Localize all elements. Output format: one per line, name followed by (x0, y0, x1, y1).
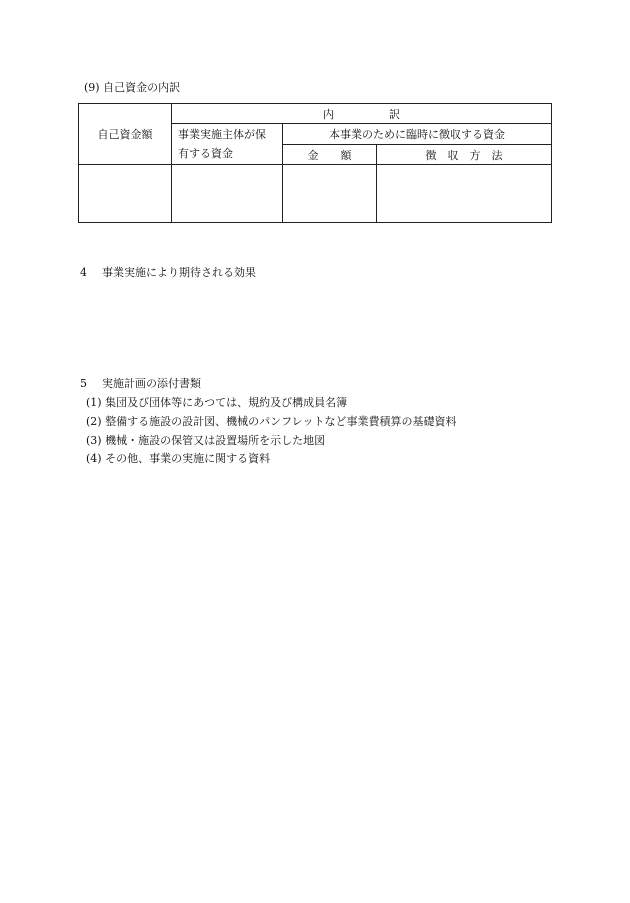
list-item: (4) その他、事業の実施に関する資料 (86, 452, 271, 465)
section-4-number: 4 (80, 266, 87, 279)
header-amount: 金 額 (283, 145, 377, 165)
section-5-heading (80, 378, 201, 389)
section-4-heading (80, 267, 256, 278)
section-4-title: 事業実施により期待される効果 (102, 266, 256, 279)
list-item: (2) 整備する施設の設計図、機械のパンフレットなど事業費積算の基礎資料 (86, 415, 457, 428)
header-held-funds (172, 124, 283, 165)
header-temporary-funds: 本事業のために臨時に徴収する資金 (283, 124, 552, 145)
header-held-funds-line1: 事業実施主体が保 (178, 128, 266, 141)
section-9-heading: (9) 自己資金の内訳 (84, 81, 181, 94)
cell-collection-method (377, 165, 552, 223)
header-held-funds-line2: 有する資金 (178, 147, 233, 160)
cell-amount (283, 165, 377, 223)
own-funds-table (78, 103, 552, 223)
header-collection-method: 徴 収 方 法 (377, 145, 552, 165)
section-5-number: 5 (80, 377, 87, 390)
table-row (79, 165, 552, 223)
list-item: (3) 機械・施設の保管又は設置場所を示した地図 (86, 434, 326, 447)
list-item: (1) 集団及び団体等にあつては、規約及び構成員名簿 (86, 396, 348, 409)
header-own-funds: 自己資金額 (79, 104, 172, 165)
header-breakdown: 内 訳 (172, 104, 552, 124)
cell-held-funds (172, 165, 283, 223)
section-5-title: 実施計画の添付書類 (102, 377, 201, 390)
cell-own-funds (79, 165, 172, 223)
